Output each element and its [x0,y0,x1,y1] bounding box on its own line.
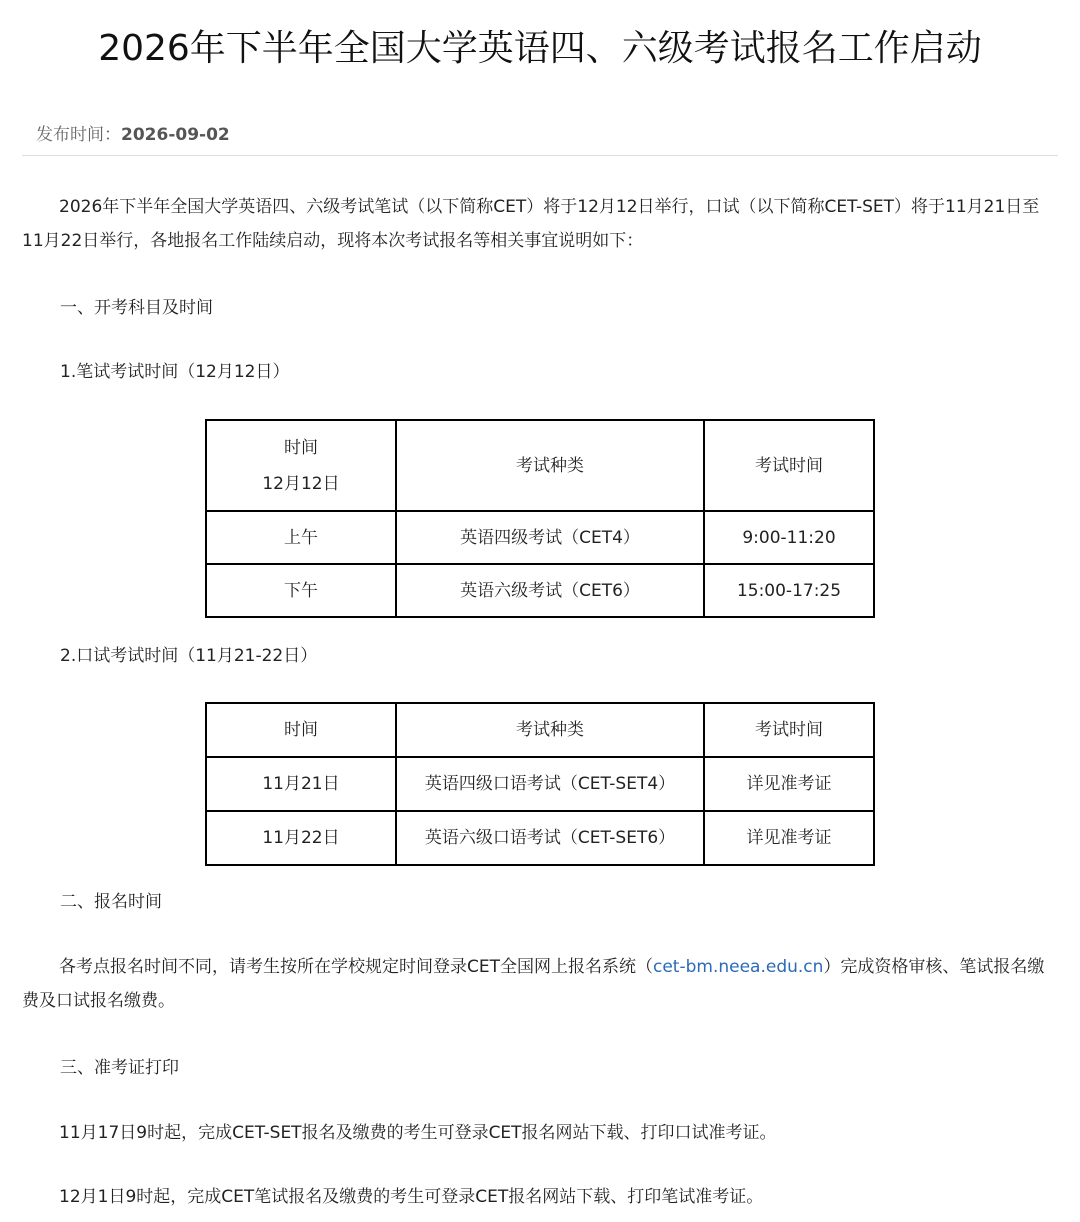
cell-time: 11月21日 [206,757,396,811]
cell-hours: 详见准考证 [704,757,874,811]
table-row [206,811,874,865]
oral-exam-subheading: 2.口试考试时间（11月21-22日） [60,646,318,666]
header-cell-time [206,420,396,511]
written-exam-subheading: 1.笔试考试时间（12月12日） [60,362,290,382]
header-cell-type: 考试种类 [396,420,704,511]
cell-time: 11月22日 [206,811,396,865]
cell-type: 英语六级考试（CET6） [396,564,704,617]
divider [22,155,1058,156]
table-row [206,757,874,811]
registration-system-link[interactable]: cet-bm.neea.edu.cn [653,957,824,977]
section1-heading: 一、开考科目及时间 [60,298,213,318]
registration-text-before: 各考点报名时间不同，请考生按所在学校规定时间登录CET全国网上报名系统（ [59,957,653,977]
cell-time: 下午 [206,564,396,617]
cell-hours: 15:00-17:25 [704,564,874,617]
section3-heading: 三、准考证打印 [60,1058,179,1078]
header-cell-hours: 考试时间 [704,703,874,757]
header-time-label: 时间 [284,437,318,458]
publish-label: 发布时间： [36,125,121,145]
table-row [206,511,874,564]
registration-text-after: ）完成资格审核、笔试报名缴费及口试报名缴费。 [22,957,1045,1011]
header-cell-type: 考试种类 [396,703,704,757]
intro-paragraph: 2026年下半年全国大学英语四、六级考试笔试（以下简称CET）将于12月12日举行，口试（以下简称CET-SET）将于11月21日至11月22日举行，各地报名工作陆续启动，现将本次考试报名等相关事宜说明如下： [22,197,1040,251]
cell-type: 英语四级口语考试（CET-SET4） [396,757,704,811]
written-admission-paragraph: 12月1日9时起，完成CET笔试报名及缴费的考生可登录CET报名网站下载、打印笔试准考证。 [59,1187,764,1207]
cell-type: 英语四级考试（CET4） [396,511,704,564]
table-header-row [206,420,874,511]
registration-paragraph [22,950,1058,1018]
header-cell-hours: 考试时间 [704,420,874,511]
cell-type: 英语六级口语考试（CET-SET6） [396,811,704,865]
publish-date: 2026-09-02 [121,125,230,145]
oral-admission-paragraph: 11月17日9时起，完成CET-SET报名及缴费的考生可登录CET报名网站下载、打印口试准考证。 [59,1123,777,1143]
table-row [206,564,874,617]
section2-heading: 二、报名时间 [60,892,162,912]
header-time-date: 12月12日 [262,473,340,494]
cell-time: 上午 [206,511,396,564]
table-header-row [206,703,874,757]
written-exam-table [205,419,875,618]
cell-hours: 详见准考证 [704,811,874,865]
header-cell-time: 时间 [206,703,396,757]
article-title: 2026年下半年全国大学英语四、六级考试报名工作启动 [98,28,982,69]
cell-hours: 9:00-11:20 [704,511,874,564]
oral-exam-table [205,702,875,866]
publish-info [36,122,230,148]
